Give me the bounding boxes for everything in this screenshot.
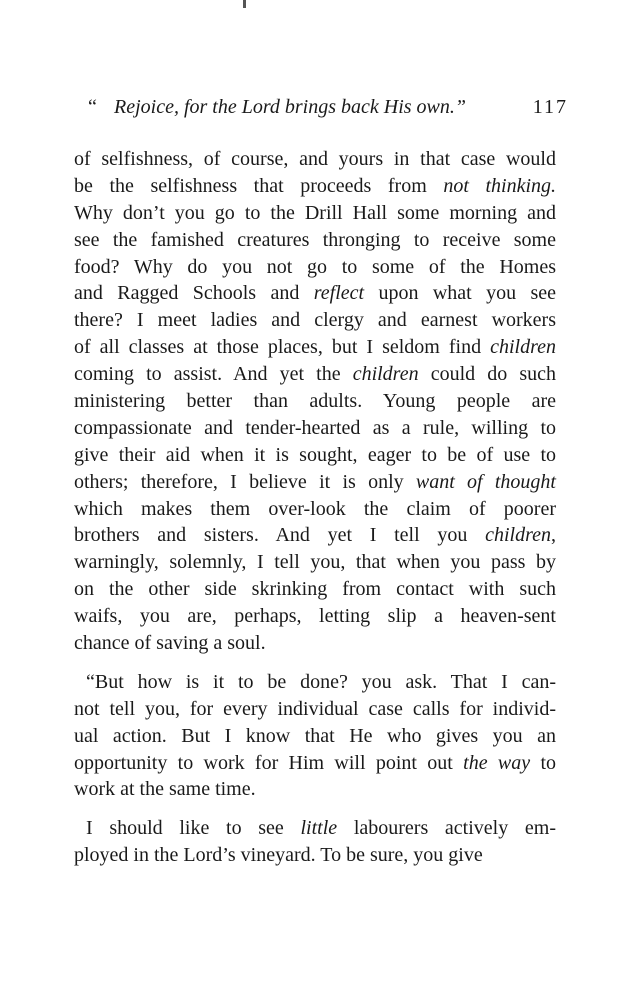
running-header — [88, 96, 568, 126]
paragraph — [74, 669, 556, 803]
running-title: Rejoice, for the Lord brings back His own.” — [114, 96, 467, 118]
page-number: 117 — [532, 96, 568, 118]
text-line: food? Why do you not go to some of the Homes — [74, 255, 556, 278]
text-line: there? I meet ladies and clergy and earnest workers — [74, 309, 556, 332]
text-line: ual action. But I know that He who gives you an — [74, 724, 556, 747]
text-line: give their aid when it is sought, eager to be of use to — [74, 443, 556, 466]
emphasis: children — [352, 363, 419, 386]
text-line: waifs, you are, perhaps, letting slip a heaven-sent — [74, 605, 556, 628]
text-line: others; therefore, I believe it is only want of thought — [74, 470, 556, 493]
emphasis: not thinking. — [443, 174, 556, 197]
text-line: of all classes at those places, but I seldom find children — [74, 336, 556, 359]
text-line: I should like to see little labourers actively em- — [86, 817, 556, 840]
emphasis: little — [300, 817, 338, 840]
text-line: coming to assist. And yet the children could do such — [74, 363, 557, 386]
text-line: opportunity to work for Him will point out the way to — [74, 751, 556, 774]
text-line: not tell you, for every individual case calls for individ- — [74, 697, 556, 720]
text-line: warningly, solemnly, I tell you, that when you pass by — [74, 551, 556, 574]
text-line: see the famished creatures thronging to receive some — [74, 228, 556, 251]
text-line: be the selfishness that proceeds from not thinking. — [74, 174, 556, 197]
body-text — [74, 146, 556, 869]
text-line: Why don’t you go to the Drill Hall some morning and — [74, 201, 556, 224]
text-line: compassionate and tender-hearted as a rule, willing to — [74, 416, 556, 439]
emphasis: children — [485, 524, 551, 547]
text-line: ministering better than adults. Young people are — [74, 390, 556, 413]
text-line: which makes them over-look the claim of poorer — [74, 497, 556, 520]
scan-mark — [243, 0, 246, 8]
text-line: chance of saving a soul. — [74, 632, 266, 655]
header-open-quote: “ — [88, 96, 97, 118]
text-line: and Ragged Schools and reflect upon what you see — [74, 282, 556, 305]
emphasis: the way — [463, 751, 531, 774]
emphasis: reflect — [313, 282, 365, 305]
text-line: work at the same time. — [74, 778, 256, 801]
text-line: “But how is it to be done? you ask. That I can- — [86, 670, 556, 693]
text-line: brothers and sisters. And yet I tell you children, — [74, 524, 556, 547]
paragraph-gap — [74, 803, 556, 815]
paragraph-gap — [74, 657, 556, 669]
text-line: of selfishness, of course, and yours in that case would — [74, 148, 556, 170]
text-line: on the other side skrinking from contact with such — [74, 578, 556, 601]
text-line: ployed in the Lord’s vineyard. To be sure, you give — [74, 844, 483, 867]
emphasis: children — [490, 336, 556, 359]
paragraph — [74, 146, 556, 657]
paragraph — [74, 815, 556, 869]
emphasis: want of thought — [415, 470, 556, 493]
